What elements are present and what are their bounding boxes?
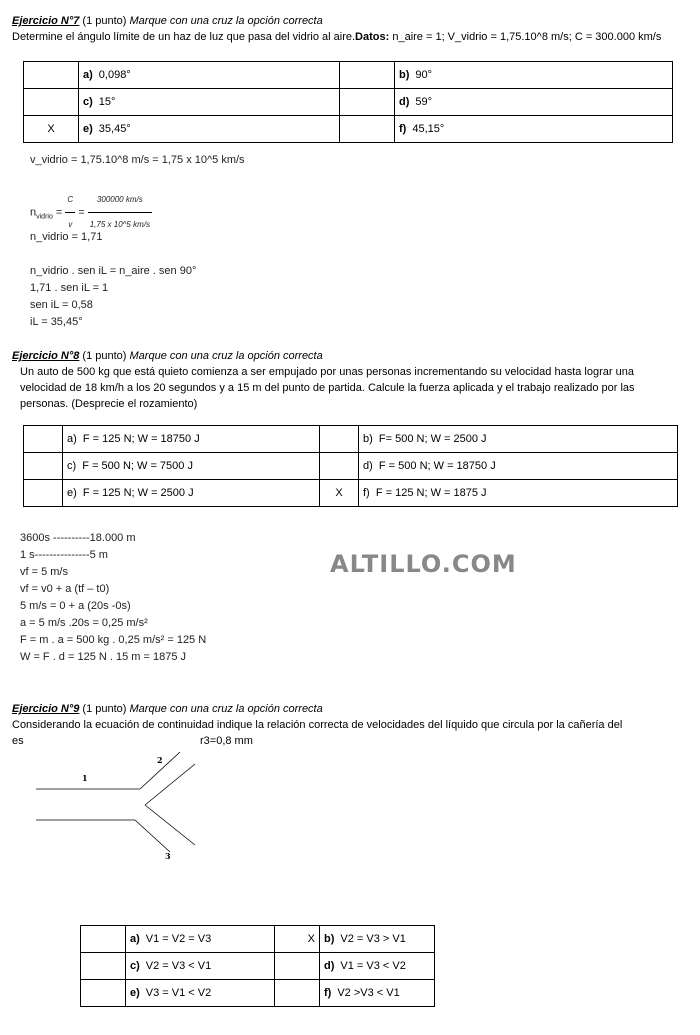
option-b[interactable] (320, 926, 435, 953)
option-e[interactable] (126, 980, 275, 1007)
ex9-instruction: Marque con una cruz la opción correcta (129, 703, 323, 715)
option-letter: b) (324, 933, 335, 945)
ex9-options-table (80, 925, 435, 1007)
ex7-header (12, 14, 323, 28)
option-mark[interactable] (340, 62, 395, 89)
table-row (81, 953, 435, 980)
option-e[interactable] (79, 116, 340, 143)
option-text: 90° (415, 69, 433, 81)
option-letter: d) (363, 460, 373, 472)
ex7-solution-fraction: $n_{vidrio}$ = $\frac{C}{v}$ = $\frac{300000 km/s}{1,75 x 10\^{}5 km/s}$ (30, 188, 152, 237)
fraction-numerator: 300000 km/s (88, 188, 152, 213)
option-mark[interactable] (320, 426, 359, 453)
option-letter: c) (130, 960, 140, 972)
option-letter: e) (83, 123, 93, 135)
ex8-points: (1 punto) (79, 350, 130, 362)
ex8-solution-line: 3600s ----------18.000 m (20, 532, 136, 544)
option-letter: c) (83, 96, 93, 108)
ex8-question-line: Un auto de 500 kg que está quieto comienza a ser empujado por unas personas incrementando su velocidad hasta lograr una (20, 366, 634, 378)
option-f[interactable] (359, 480, 678, 507)
option-letter: b) (363, 433, 373, 445)
table-row (24, 480, 678, 507)
ex7-solution-line: n_vidrio = 1,71 (30, 231, 103, 243)
table-row (24, 116, 673, 143)
table-row (24, 426, 678, 453)
option-mark[interactable] (275, 980, 320, 1007)
option-text: V1 = V3 < V2 (340, 960, 406, 972)
option-letter: f) (363, 487, 370, 499)
option-text: V2 = V3 < V1 (145, 960, 212, 972)
option-text: V2 >V3 < V1 (337, 987, 400, 999)
option-text: 15° (98, 96, 116, 108)
option-mark[interactable] (24, 62, 79, 89)
table-row (24, 62, 673, 89)
ex8-header (12, 349, 323, 363)
option-a[interactable] (63, 426, 320, 453)
ex9-points: (1 punto) (79, 703, 130, 715)
option-letter: b) (399, 69, 410, 81)
ex7-datos-label: Datos: (355, 31, 390, 43)
option-mark[interactable] (320, 453, 359, 480)
option-mark[interactable] (24, 426, 63, 453)
ex7-instruction: Marque con una cruz la opción correcta (129, 15, 323, 27)
ex7-points: (1 punto) (79, 15, 130, 27)
fraction-denominator: 1,75 x 10^5 km/s (89, 220, 150, 229)
option-text: F= 500 N; W = 2500 J (378, 433, 487, 445)
ex8-number: Ejercicio N°8 (12, 350, 80, 362)
ex8-question-line: velocidad de 18 km/h a los 20 segundos y a 15 m del punto de partida. Calcule la fuerza aplicada y el trabajo realizado por las (20, 382, 635, 394)
pipe-label-1: 1 (82, 773, 88, 783)
ex7-question (12, 30, 661, 44)
option-d[interactable] (359, 453, 678, 480)
table-row (24, 89, 673, 116)
option-mark[interactable] (24, 89, 79, 116)
pipe-label-3: 3 (165, 851, 171, 861)
ex8-options-table (23, 425, 678, 507)
option-a[interactable] (79, 62, 340, 89)
option-d[interactable] (320, 953, 435, 980)
ex8-solution-line: vf = 5 m/s (20, 566, 68, 578)
ex9-header (12, 702, 323, 716)
ex7-solution-line: iL = 35,45° (30, 316, 83, 328)
pipe-label-2: 2 (157, 755, 163, 765)
ex7-solution-line: sen iL = 0,58 (30, 299, 93, 311)
option-mark[interactable] (275, 953, 320, 980)
option-a[interactable] (126, 926, 275, 953)
option-letter: f) (324, 987, 332, 999)
option-e[interactable] (63, 480, 320, 507)
option-d[interactable] (395, 89, 673, 116)
option-c[interactable] (63, 453, 320, 480)
option-mark[interactable] (81, 926, 126, 953)
ex8-solution-line: 5 m/s = 0 + a (20s -0s) (20, 600, 131, 612)
ex7-solution-line: 1,71 . sen iL = 1 (30, 282, 109, 294)
pipe-diagram (30, 750, 230, 870)
ex7-number: Ejercicio N°7 (12, 15, 80, 27)
option-mark[interactable] (340, 89, 395, 116)
option-text: F = 125 N; W = 18750 J (82, 433, 200, 445)
option-letter: e) (130, 987, 140, 999)
option-letter: a) (67, 433, 77, 445)
ex8-instruction: Marque con una cruz la opción correcta (129, 350, 323, 362)
ex7-question-text: Determine el ángulo límite de un haz de luz que pasa del vidrio al aire. (12, 31, 356, 43)
option-b[interactable] (395, 62, 673, 89)
option-text: F = 125 N; W = 1875 J (375, 487, 487, 499)
option-text: F = 125 N; W = 2500 J (82, 487, 194, 499)
option-text: F = 500 N; W = 18750 J (378, 460, 496, 472)
option-text: 59° (415, 96, 433, 108)
option-f[interactable] (320, 980, 435, 1007)
ex7-solution-line: v_vidrio = 1,75.10^8 m/s = 1,75 x 10^5 km/s (30, 154, 245, 166)
option-mark[interactable] (81, 980, 126, 1007)
option-letter: a) (83, 69, 93, 81)
ex8-solution-line: W = F . d = 125 N . 15 m = 1875 J (20, 651, 186, 663)
option-mark[interactable] (24, 480, 63, 507)
option-c[interactable] (79, 89, 340, 116)
ex9-question-line: Considerando la ecuación de continuidad indique la relación correcta de velocidades del líquido que circula por la cañería del (12, 719, 623, 731)
option-letter: a) (130, 933, 140, 945)
ex8-question-line: personas. (Desprecie el rozamiento) (20, 398, 198, 410)
table-row (24, 453, 678, 480)
option-text: V3 = V1 < V2 (145, 987, 212, 999)
ex8-solution-line: a = 5 m/s .20s = 0,25 m/s² (20, 617, 148, 629)
ex9-question-line-start: es (12, 735, 24, 747)
option-letter: e) (67, 487, 77, 499)
ex9-question-line-end: r3=0,8 mm (200, 735, 253, 747)
ex8-solution-line: F = m . a = 500 kg . 0,25 m/s² = 125 N (20, 634, 207, 646)
option-text: V1 = V2 = V3 (145, 933, 212, 945)
option-f[interactable] (395, 116, 673, 143)
watermark: ALTILLO.COM (330, 550, 517, 578)
option-mark[interactable]: X (275, 926, 320, 953)
ex7-datos: n_aire = 1; V_vidrio = 1,75.10^8 m/s; C = 300.000 km/s (389, 31, 662, 43)
ex7-options-table (23, 61, 673, 143)
table-row (81, 980, 435, 1007)
option-letter: c) (67, 460, 77, 472)
option-mark[interactable] (81, 953, 126, 980)
ex9-number: Ejercicio N°9 (12, 703, 80, 715)
option-mark[interactable] (24, 453, 63, 480)
option-letter: d) (324, 960, 335, 972)
option-mark[interactable]: X (320, 480, 359, 507)
option-text: V2 = V3 > V1 (340, 933, 406, 945)
ex7-solution-line: n_vidrio . sen iL = n_aire . sen 90° (30, 265, 197, 277)
option-text: 0,098° (98, 69, 131, 81)
option-text: 35,45° (98, 123, 131, 135)
option-b[interactable] (359, 426, 678, 453)
option-letter: d) (399, 96, 410, 108)
table-row (81, 926, 435, 953)
ex8-solution-line: 1 s---------------5 m (20, 549, 108, 561)
option-mark[interactable] (340, 116, 395, 143)
option-mark[interactable]: X (24, 116, 79, 143)
option-text: 45,15° (412, 123, 445, 135)
ex8-solution-line: vf = v0 + a (tf – t0) (20, 583, 110, 595)
option-letter: f) (399, 123, 407, 135)
option-text: F = 500 N; W = 7500 J (82, 460, 193, 472)
option-c[interactable] (126, 953, 275, 980)
